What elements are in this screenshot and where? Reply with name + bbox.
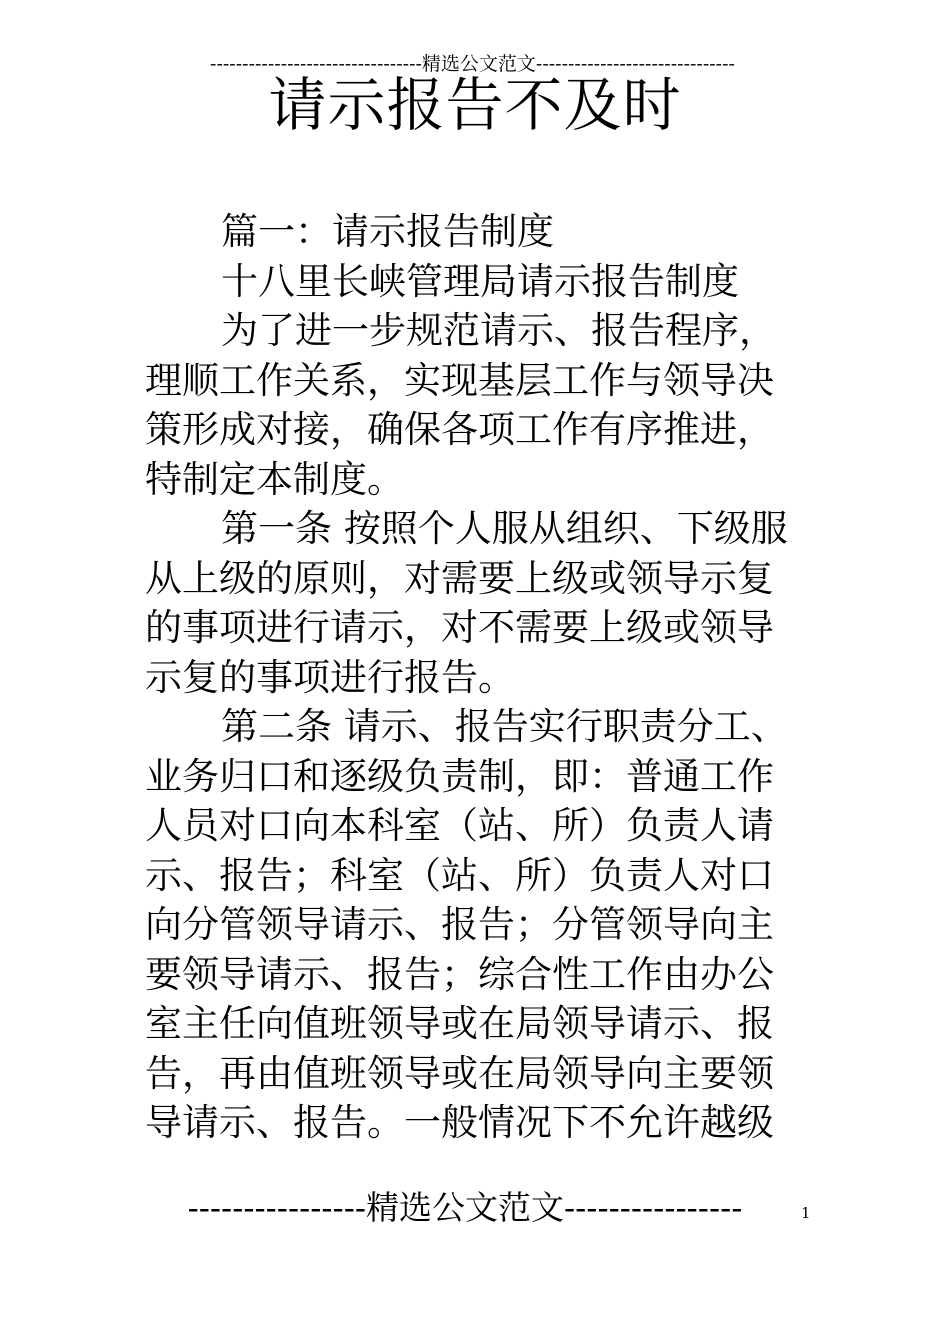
paragraph-intro: 为了进一步规范请示、报告程序，理顺工作关系，实现基层工作与领导决策形成对接，确保各项工作有序推进，特制定本制度。 (145, 309, 776, 501)
paragraph-article-1: 第一条 按照个人服从组织、下级服从上级的原则，对需要上级或领导示复的事项进行请示，对不需要上级或领导示复的事项进行报告。 (145, 507, 788, 699)
document-body (145, 207, 805, 1148)
paragraph-article-2: 第二条 请示、报告实行职责分工、业务归口和逐级负责制，即：普通工作人员对口向本科室（站、所）负责人请示、报告；科室（站、所）负责人对口向分管领导请示、报告；分管领导向主要领导请示、报告；综合性工作由办公室主任向值班领导或在局领导请示、报告，再由值班领导或在局领导向主要领导请示、报告。一般情况下不允许越级 (145, 705, 788, 1144)
subtitle: 十八里长峡管理局请示报告制度 (221, 259, 739, 303)
page-footer: ----------------精选公文范文---------------- (187, 1188, 743, 1227)
section-heading: 篇一：请示报告制度 (221, 210, 554, 253)
page-number: 1 (801, 1204, 811, 1222)
page-header: ---------------------------------精选公文范文------------------------------- (210, 53, 735, 75)
document-title: 请示报告不及时 (268, 71, 682, 139)
